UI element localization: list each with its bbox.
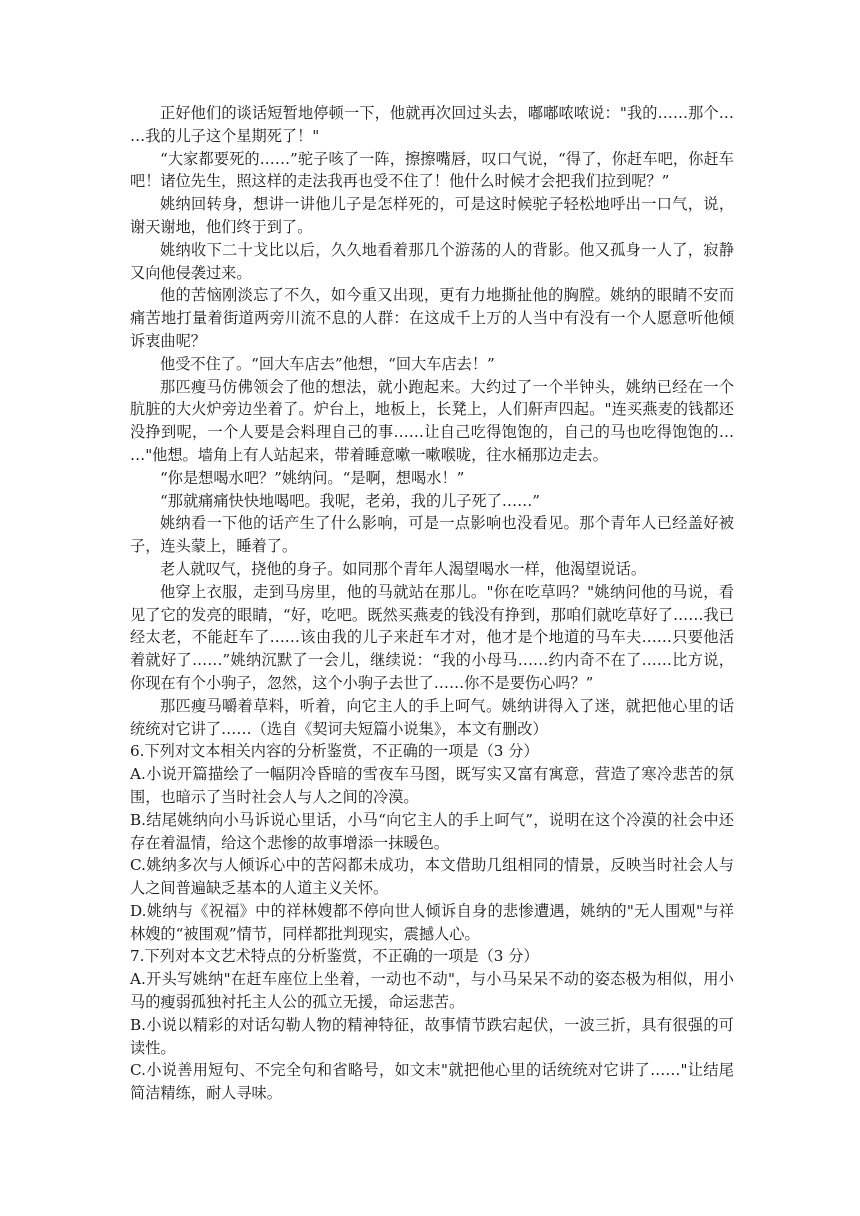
story-paragraph: 姚纳收下二十戈比以后，久久地看着那几个游荡的人的背影。他又孤身一人了，寂静又向他侵袭过来。 xyxy=(130,240,734,282)
answer-option: A.小说开篇描绘了一幅阴冷昏暗的雪夜车马图，既写实又富有寓意，营造了寒冷悲苦的氛围，也暗示了当时社会人与人之间的冷漠。 xyxy=(130,765,734,806)
answer-option: A.开头写姚纳"在赶车座位上坐着，一动也不动"，与小马呆呆不动的姿态极为相似，用小马的瘦弱孤独衬托主人公的孤立无援，命运悲苦。 xyxy=(130,970,734,1012)
story-paragraph: “那就痛痛快快地喝吧。我呢，老弟，我的儿子死了……” xyxy=(160,491,541,510)
story-paragraph: 正好他们的谈话短暂地停顿一下，他就再次回过头去，嘟嘟哝哝说："我的……那个……我的儿子这个星期死了！" xyxy=(130,104,734,145)
story-paragraph: 那匹瘦马嚼着草料，听着，向它主人的手上呵气。姚纳讲得入了迷，就把他心里的话统统对它讲了……（选自《契诃夫短篇小说集》，本文有删改） xyxy=(130,696,734,738)
story-paragraph: 姚纳回转身，想讲一讲他儿子是怎样死的，可是这时候驼子轻松地呼出一口气，说，谢天谢地，他们终于到了。 xyxy=(130,195,734,236)
answer-option: C.小说善用短句、不完全句和省略号，如文末"就把他心里的话统统对它讲了……"让结尾简洁精练，耐人寻味。 xyxy=(130,1061,734,1103)
story-paragraph: 姚纳看一下他的话产生了什么影响，可是一点影响也没看见。那个青年人已经盖好被子，连头蒙上，睡着了。 xyxy=(130,514,734,556)
story-paragraph: 老人就叹气，挠他的身子。如同那个青年人渴望喝水一样，他渴望说话。 xyxy=(160,559,646,578)
answer-option: C.姚纳多次与人倾诉心中的苦闷都未成功，本文借助几组相同的情景，反映当时社会人与人之间普遍缺乏基本的人道主义关怀。 xyxy=(130,856,734,898)
question-stem: 7.下列对本文艺术特点的分析鉴赏，不正确的一项是（3 分） xyxy=(130,947,539,966)
answer-option: B.小说以精彩的对话勾勒人物的精神特征，故事情节跌宕起伏，一波三折，具有很强的可读性。 xyxy=(130,1015,734,1057)
story-paragraph: 那匹瘦马仿佛领会了他的想法，就小跑起来。大约过了一个半钟头，姚纳已经在一个肮脏的大火炉旁边坐着了。炉台上，地板上，长凳上，人们鼾声四起。"连买燕麦的钱都还没挣到呢，一个人要是会料理自己的事……让自己吃得饱饱的，自己的马也吃得饱饱的……"他想。墙角上有人站起来，带着睡意嗽一嗽喉咙，往水桶那边走去。 xyxy=(130,377,734,464)
document-body xyxy=(130,102,734,1105)
answer-option: B.结尾姚纳向小马诉说心里话，小马“向它主人的手上呵气”，说明在这个冷漠的社会中还存在着温情，给这个悲惨的故事增添一抹暖色。 xyxy=(130,810,734,852)
answer-option: D.姚纳与《祝福》中的祥林嫂都不停向世人倾诉自身的悲惨遭遇，姚纳的"无人围观"与祥林嫂的“被围观”情节，同样都批判现实，震撼人心。 xyxy=(130,901,734,943)
story-paragraph: 他的苦恼刚淡忘了不久，如今重又出现，更有力地撕扯他的胸膛。姚纳的眼睛不安而痛苦地打量着街道两旁川流不息的人群：在这成千上万的人当中有没有一个人愿意听他倾诉衷曲呢？ xyxy=(130,286,734,350)
story-paragraph: “你是想喝水吧？”姚纳问。“是啊，想喝水！” xyxy=(160,468,465,487)
story-paragraph: “大家都要死的……”驼子咳了一阵，擦擦嘴唇，叹口气说，“得了，你赶车吧，你赶车吧！诸位先生，照这样的走法我再也受不住了！他什么时候才会把我们拉到呢？” xyxy=(130,149,734,191)
story-paragraph: 他穿上衣服，走到马房里，他的马就站在那儿。"你在吃草吗？"姚纳问他的马说，看见了它的发亮的眼睛，“好，吃吧。既然买燕麦的钱没有挣到，那咱们就吃草好了……我已经太老，不能赶车了……该由我的儿子来赶车才对，他才是个地道的马车夫……只要他活着就好了……”姚纳沉默了一会儿，继续说：“我的小母马……约内奇不在了……比方说，你现在有个小驹子，忽然，这个小驹子去世了……你不是要伤心吗？” xyxy=(130,582,734,692)
story-paragraph: 他受不住了。“回大车店去”他想，“回大车店去！” xyxy=(160,354,495,373)
question-stem: 6.下列对文本相关内容的分析鉴赏，不正确的一项是（3 分） xyxy=(130,742,539,761)
